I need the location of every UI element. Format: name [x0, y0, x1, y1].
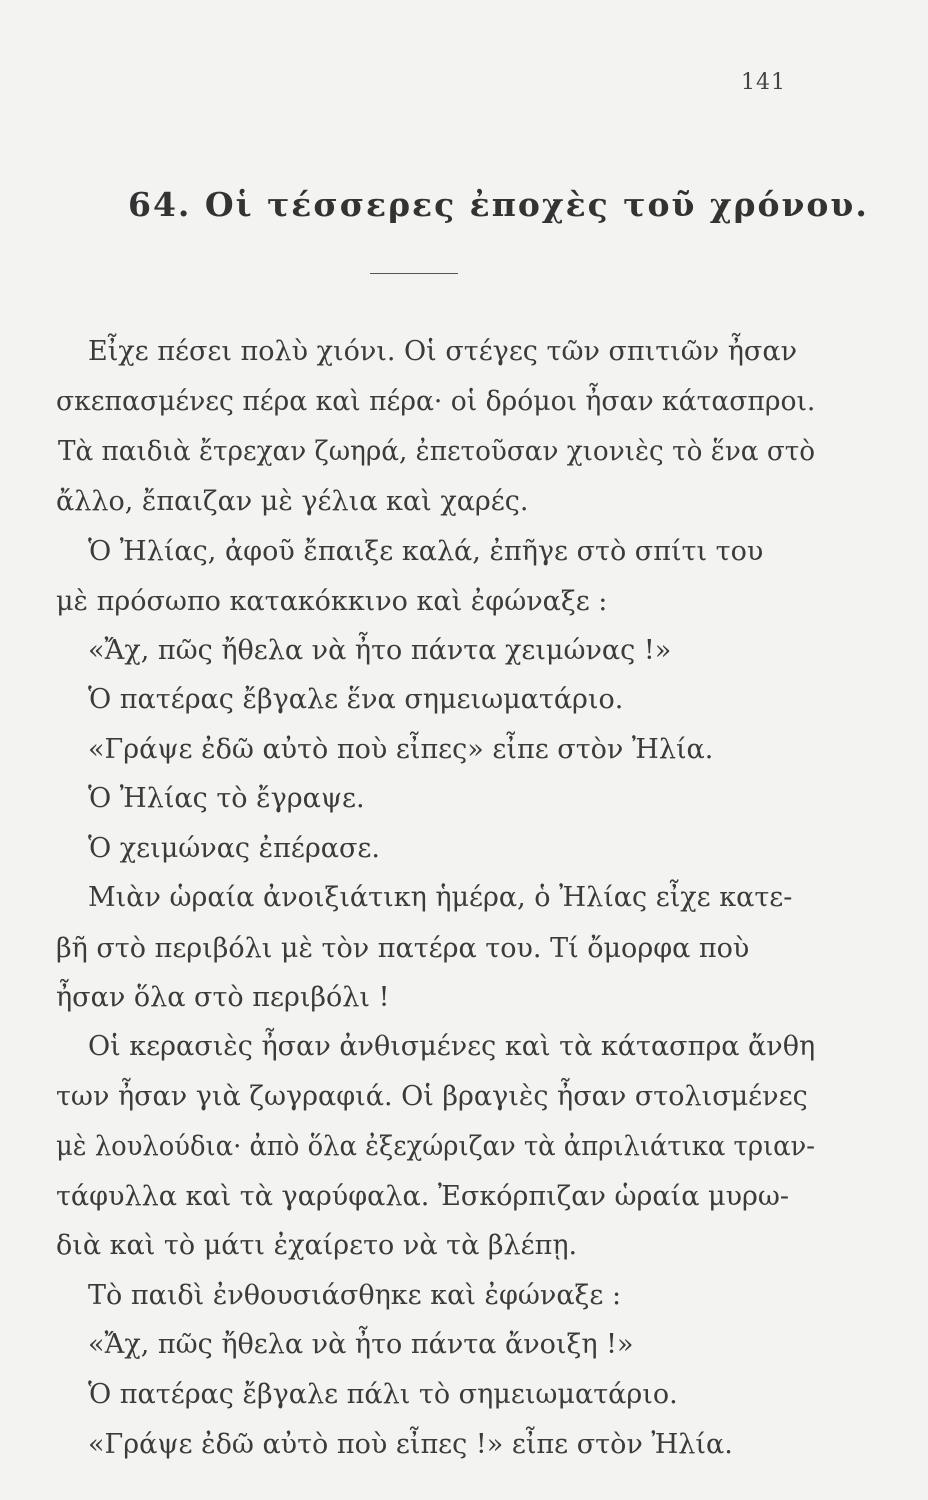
text-line: Ὁ Ἠλίας, ἀφοῦ ἔπαιξε καλά, ἐπῆγε στὸ σπίτι του [88, 536, 764, 567]
text-line: σκεπασμένες πέρα καὶ πέρα· οἱ δρόμοι ἦσαν κάτασπροι. [56, 386, 816, 417]
text-line: βῆ στὸ περιβόλι μὲ τὸν πατέρα του. Τί ὄμορφα ποὺ [56, 933, 750, 964]
text-line: Ὁ χειμώνας ἐπέρασε. [88, 833, 380, 864]
text-line: Εἶχε πέσει πολὺ χιόνι. Οἱ στέγες τῶν σπιτιῶν ἦσαν [88, 336, 798, 367]
text-line: Ὁ πατέρας ἔβγαλε ἕνα σημειωματάριο. [88, 684, 624, 715]
text-line: «Γράψε ἐδῶ αὐτὸ ποὺ εἶπες !» εἶπε στὸν Ἠλία. [88, 1429, 733, 1460]
text-line: μὲ πρόσωπο κατακόκκινο καὶ ἐφώναξε : [56, 586, 608, 617]
page-number: 141 [741, 70, 786, 95]
text-line: Οἱ κερασιὲς ἦσαν ἀνθισμένες καὶ τὰ κάτασπρα ἄνθη [88, 1031, 816, 1062]
text-line: «Ἄχ, πῶς ἤθελα νὰ ἦτο πάντα χειμώνας !» [88, 635, 672, 666]
text-line: Ὁ Ἠλίας τὸ ἔγραψε. [88, 783, 365, 814]
text-line: των ἦσαν γιὰ ζωγραφιά. Οἱ βραγιὲς ἦσαν στολισμένες [56, 1081, 808, 1112]
text-line: διὰ καὶ τὸ μάτι ἐχαίρετο νὰ τὰ βλέπῃ. [56, 1230, 578, 1261]
text-line: Ὁ πατέρας ἔβγαλε πάλι τὸ σημειωματάριο. [88, 1379, 678, 1410]
chapter-title: 64. Οἱ τέσσερες ἐποχὲς τοῦ χρόνου. [128, 185, 869, 224]
text-line: ἦσαν ὅλα στὸ περιβόλι ! [56, 982, 390, 1013]
text-line: Τὰ παιδιὰ ἔτρεχαν ζωηρά, ἐπετοῦσαν χιονιὲς τὸ ἕνα στὸ [58, 436, 816, 467]
text-line: μὲ λουλούδια· ἀπὸ ὅλα ἐξεχώριζαν τὰ ἀπριλιάτικα τριαν- [56, 1131, 815, 1162]
text-line: Τὸ παιδὶ ἐνθουσιάσθηκε καὶ ἐφώναξε : [88, 1280, 622, 1311]
text-line: ἄλλο, ἔπαιζαν μὲ γέλια καὶ χαρές. [56, 486, 529, 517]
text-line: Μιὰν ὡραία ἀνοιξιάτικη ἡμέρα, ὁ Ἠλίας εἶχε κατε- [88, 882, 793, 913]
text-line: τάφυλλα καὶ τὰ γαρύφαλα. Ἐσκόρπιζαν ὡραία μυρω- [56, 1181, 790, 1212]
text-line: «Ἄχ, πῶς ἤθελα νὰ ἦτο πάντα ἄνοιξη !» [88, 1329, 634, 1360]
text-line: «Γράψε ἐδῶ αὐτὸ ποὺ εἶπες» εἶπε στὸν Ἠλία. [88, 734, 714, 765]
